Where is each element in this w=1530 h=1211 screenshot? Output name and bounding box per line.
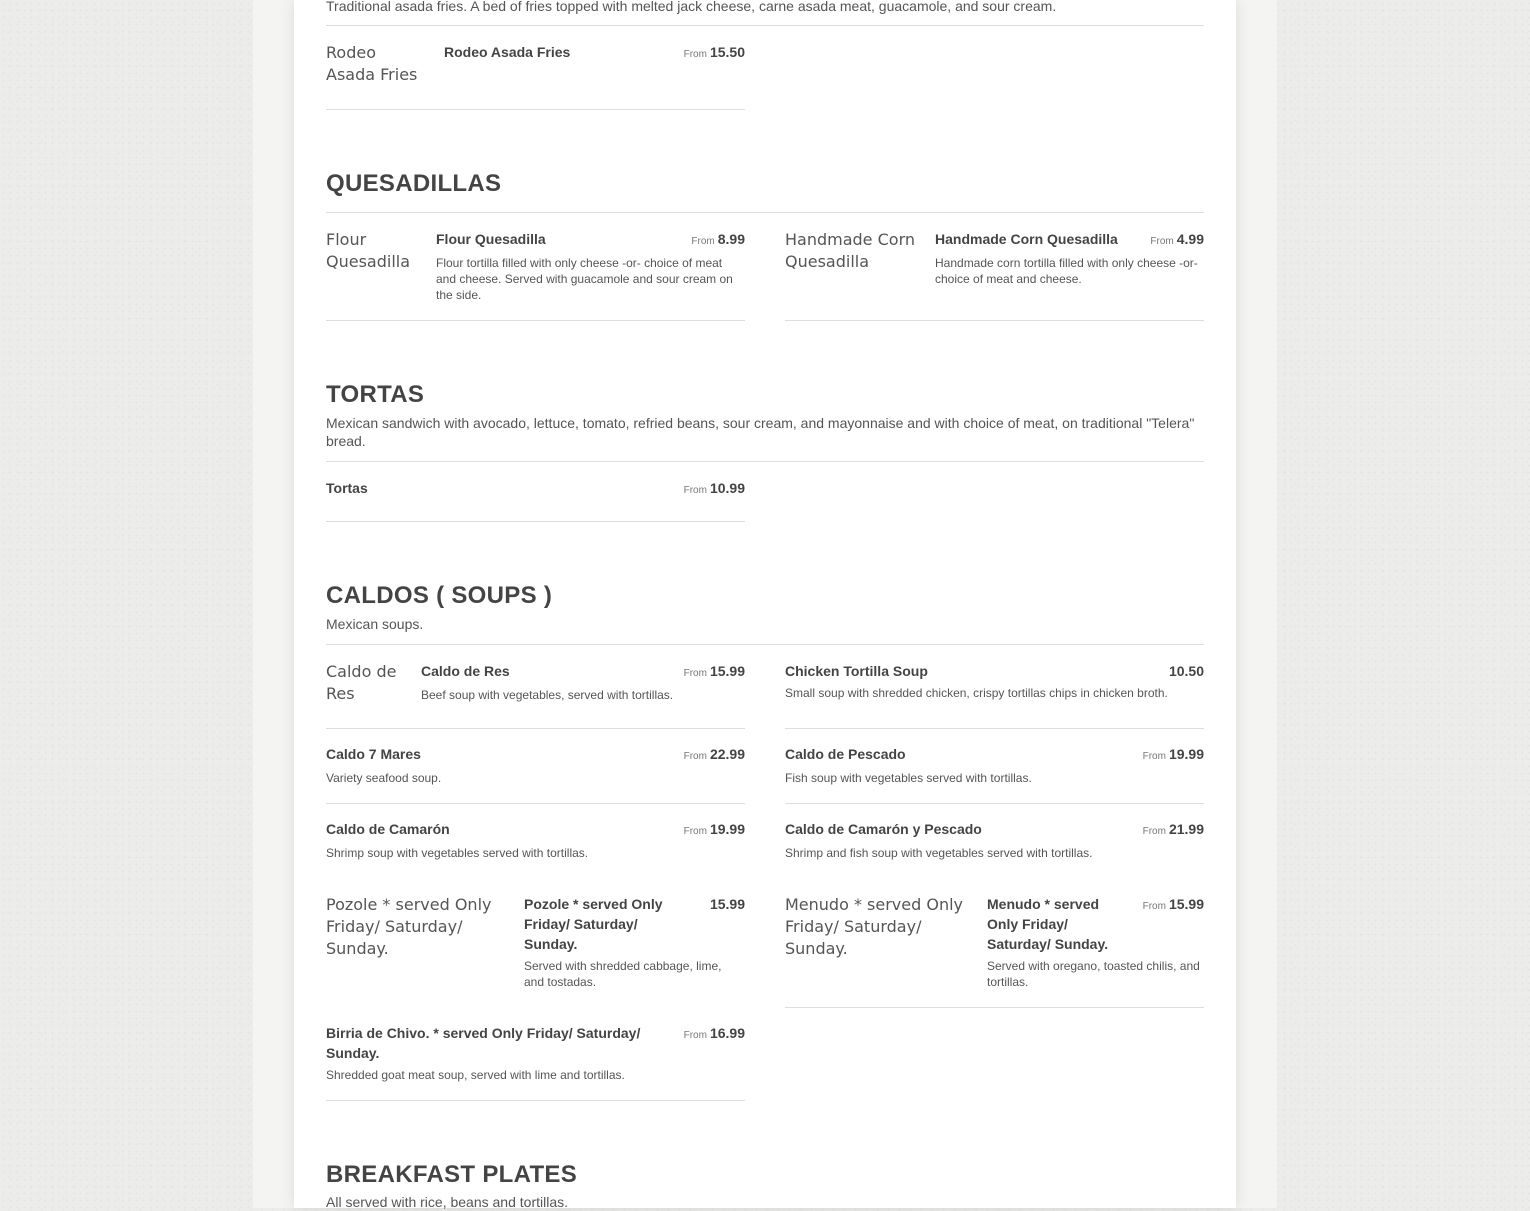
item-description: Shrimp soup with vegetables served with tortillas. bbox=[326, 846, 589, 860]
item-divider bbox=[785, 728, 1204, 729]
item-price bbox=[684, 744, 745, 767]
item-description: Served with shredded cabbage, lime, and tostadas. bbox=[524, 959, 722, 989]
item-name[interactable]: Pozole * served Only Friday/ Saturday/ Sunday. bbox=[524, 896, 663, 952]
menu-item-flour-quesadilla[interactable] bbox=[326, 229, 745, 321]
item-name[interactable]: Caldo de Camarón bbox=[326, 821, 450, 837]
item-price bbox=[684, 478, 745, 501]
item-name[interactable]: Caldo 7 Mares bbox=[326, 746, 421, 762]
menu-item-caldo-de-camaron[interactable] bbox=[326, 819, 745, 879]
price-value: 10.99 bbox=[709, 480, 745, 496]
item-description: Beef soup with vegetables, served with tortillas. bbox=[421, 688, 674, 702]
menu-item-tortas[interactable] bbox=[326, 478, 745, 522]
item-price bbox=[1143, 894, 1204, 917]
item-divider bbox=[785, 803, 1204, 804]
item-name[interactable]: Caldo de Pescado bbox=[785, 746, 906, 762]
item-price bbox=[1143, 744, 1204, 767]
menu-item-caldo-de-res[interactable] bbox=[326, 661, 745, 729]
price-value: 10.50 bbox=[1168, 663, 1204, 679]
section-description: Traditional asada fries. A bed of fries topped with melted jack cheese, carne asada meat, guacamole, and sour cream. bbox=[326, 0, 1057, 14]
price-value: 19.99 bbox=[709, 821, 745, 837]
price-value: 15.99 bbox=[1168, 896, 1204, 912]
item-description: Served with oregano, toasted chilis, and tortillas. bbox=[987, 959, 1200, 989]
item-description: Handmade corn tortilla filled with only cheese -or- choice of meat and cheese. bbox=[935, 256, 1198, 286]
item-price bbox=[684, 819, 745, 842]
menu-item-handmade-corn-quesadilla[interactable] bbox=[785, 229, 1204, 321]
section-description: Mexican sandwich with avocado, lettuce, tomato, refried beans, sour cream, and mayonnaise and with choice of meat, on traditional "Telera" bread. bbox=[326, 415, 1195, 449]
item-image: Menudo * served Only Friday/ Saturday/ Sunday. bbox=[785, 895, 964, 958]
menu-item-birria-de-chivo[interactable] bbox=[326, 1023, 745, 1101]
section-divider bbox=[326, 644, 1204, 645]
item-name[interactable]: Caldo de Res bbox=[421, 663, 510, 679]
price-value: 15.99 bbox=[709, 663, 745, 679]
item-name[interactable]: Chicken Tortilla Soup bbox=[785, 663, 928, 679]
item-price bbox=[1169, 661, 1204, 681]
price-value: 21.99 bbox=[1168, 821, 1204, 837]
item-description: Shrimp and fish soup with vegetables served with tortillas. bbox=[785, 846, 1093, 860]
section-title-quesadillas: QUESADILLAS bbox=[326, 170, 502, 197]
item-divider bbox=[326, 521, 745, 522]
price-from-label: From bbox=[683, 668, 707, 679]
item-name[interactable]: Tortas bbox=[326, 480, 368, 496]
section-description: Mexican soups. bbox=[326, 616, 424, 632]
item-price bbox=[684, 1023, 745, 1046]
menu-item-chicken-tortilla-soup[interactable] bbox=[785, 661, 1204, 729]
menu-item-menudo[interactable] bbox=[785, 894, 1204, 1008]
item-name[interactable]: Menudo * served Only Friday/ Saturday/ Sunday. bbox=[987, 896, 1109, 952]
item-divider bbox=[785, 1007, 1204, 1008]
item-price bbox=[1143, 819, 1204, 842]
item-description: Small soup with shredded chicken, crispy tortillas chips in chicken broth. bbox=[785, 686, 1168, 700]
price-from-label: From bbox=[683, 1030, 707, 1041]
section-title-tortas: TORTAS bbox=[326, 381, 425, 408]
menu-item-caldo-7-mares[interactable] bbox=[326, 744, 745, 804]
item-divider bbox=[326, 1100, 745, 1101]
item-name[interactable]: Caldo de Camarón y Pescado bbox=[785, 821, 982, 837]
price-from-label: From bbox=[1142, 901, 1166, 912]
item-price bbox=[684, 661, 745, 684]
section-title-caldos: CALDOS ( SOUPS ) bbox=[326, 582, 553, 609]
item-price bbox=[1150, 229, 1204, 252]
item-price bbox=[684, 42, 745, 65]
item-description: Fish soup with vegetables served with tortillas. bbox=[785, 771, 1032, 785]
menu-item-caldo-de-pescado[interactable] bbox=[785, 744, 1204, 804]
item-description: Flour tortilla filled with only cheese -or- choice of meat and cheese. Served with guacamole and sour cream on the side. bbox=[436, 256, 733, 302]
item-description: Variety seafood soup. bbox=[326, 771, 442, 785]
item-name[interactable]: Handmade Corn Quesadilla bbox=[935, 231, 1118, 247]
price-value: 16.99 bbox=[709, 1025, 745, 1041]
price-from-label: From bbox=[683, 751, 707, 762]
price-value: 22.99 bbox=[709, 746, 745, 762]
price-value: 15.50 bbox=[709, 44, 745, 60]
price-value: 19.99 bbox=[1168, 746, 1204, 762]
item-divider bbox=[785, 320, 1204, 321]
price-from-label: From bbox=[683, 485, 707, 496]
menu-item-pozole[interactable] bbox=[326, 894, 745, 1008]
price-value: 15.99 bbox=[709, 896, 745, 912]
price-value: 4.99 bbox=[1176, 231, 1204, 247]
section-divider bbox=[326, 25, 1204, 26]
price-from-label: From bbox=[1150, 236, 1174, 247]
item-name[interactable]: Flour Quesadilla bbox=[436, 231, 546, 247]
price-value: 8.99 bbox=[717, 231, 745, 247]
item-description: Shredded goat meat soup, served with lime and tortillas. bbox=[326, 1068, 625, 1082]
menu-item-rodeo-asada-fries[interactable] bbox=[326, 42, 745, 110]
section-description: All served with rice, beans and tortillas. bbox=[326, 1194, 568, 1210]
item-divider bbox=[326, 803, 745, 804]
price-from-label: From bbox=[1142, 826, 1166, 837]
item-image: Rodeo Asada Fries bbox=[326, 43, 418, 84]
price-from-label: From bbox=[683, 826, 707, 837]
item-name[interactable]: Rodeo Asada Fries bbox=[444, 44, 571, 60]
item-divider bbox=[326, 109, 745, 110]
price-from-label: From bbox=[683, 49, 707, 60]
item-divider bbox=[326, 728, 745, 729]
item-image: Flour Quesadilla bbox=[326, 230, 411, 271]
item-image: Pozole * served Only Friday/ Saturday/ Sunday. bbox=[326, 895, 492, 958]
section-title-breakfast-plates: BREAKFAST PLATES bbox=[326, 1161, 578, 1188]
price-from-label: From bbox=[1142, 751, 1166, 762]
item-name[interactable]: Birria de Chivo. * served Only Friday/ Saturday/ Sunday. bbox=[326, 1025, 641, 1061]
section-divider bbox=[326, 461, 1204, 462]
item-price bbox=[710, 894, 745, 914]
item-image: Caldo de Res bbox=[326, 662, 397, 703]
section-divider bbox=[326, 212, 1204, 213]
price-from-label: From bbox=[691, 236, 715, 247]
menu-item-caldo-de-camaron-y-pescado[interactable] bbox=[785, 819, 1204, 879]
item-divider bbox=[326, 320, 745, 321]
item-image: Handmade Corn Quesadilla bbox=[785, 230, 916, 271]
item-price bbox=[691, 229, 745, 252]
